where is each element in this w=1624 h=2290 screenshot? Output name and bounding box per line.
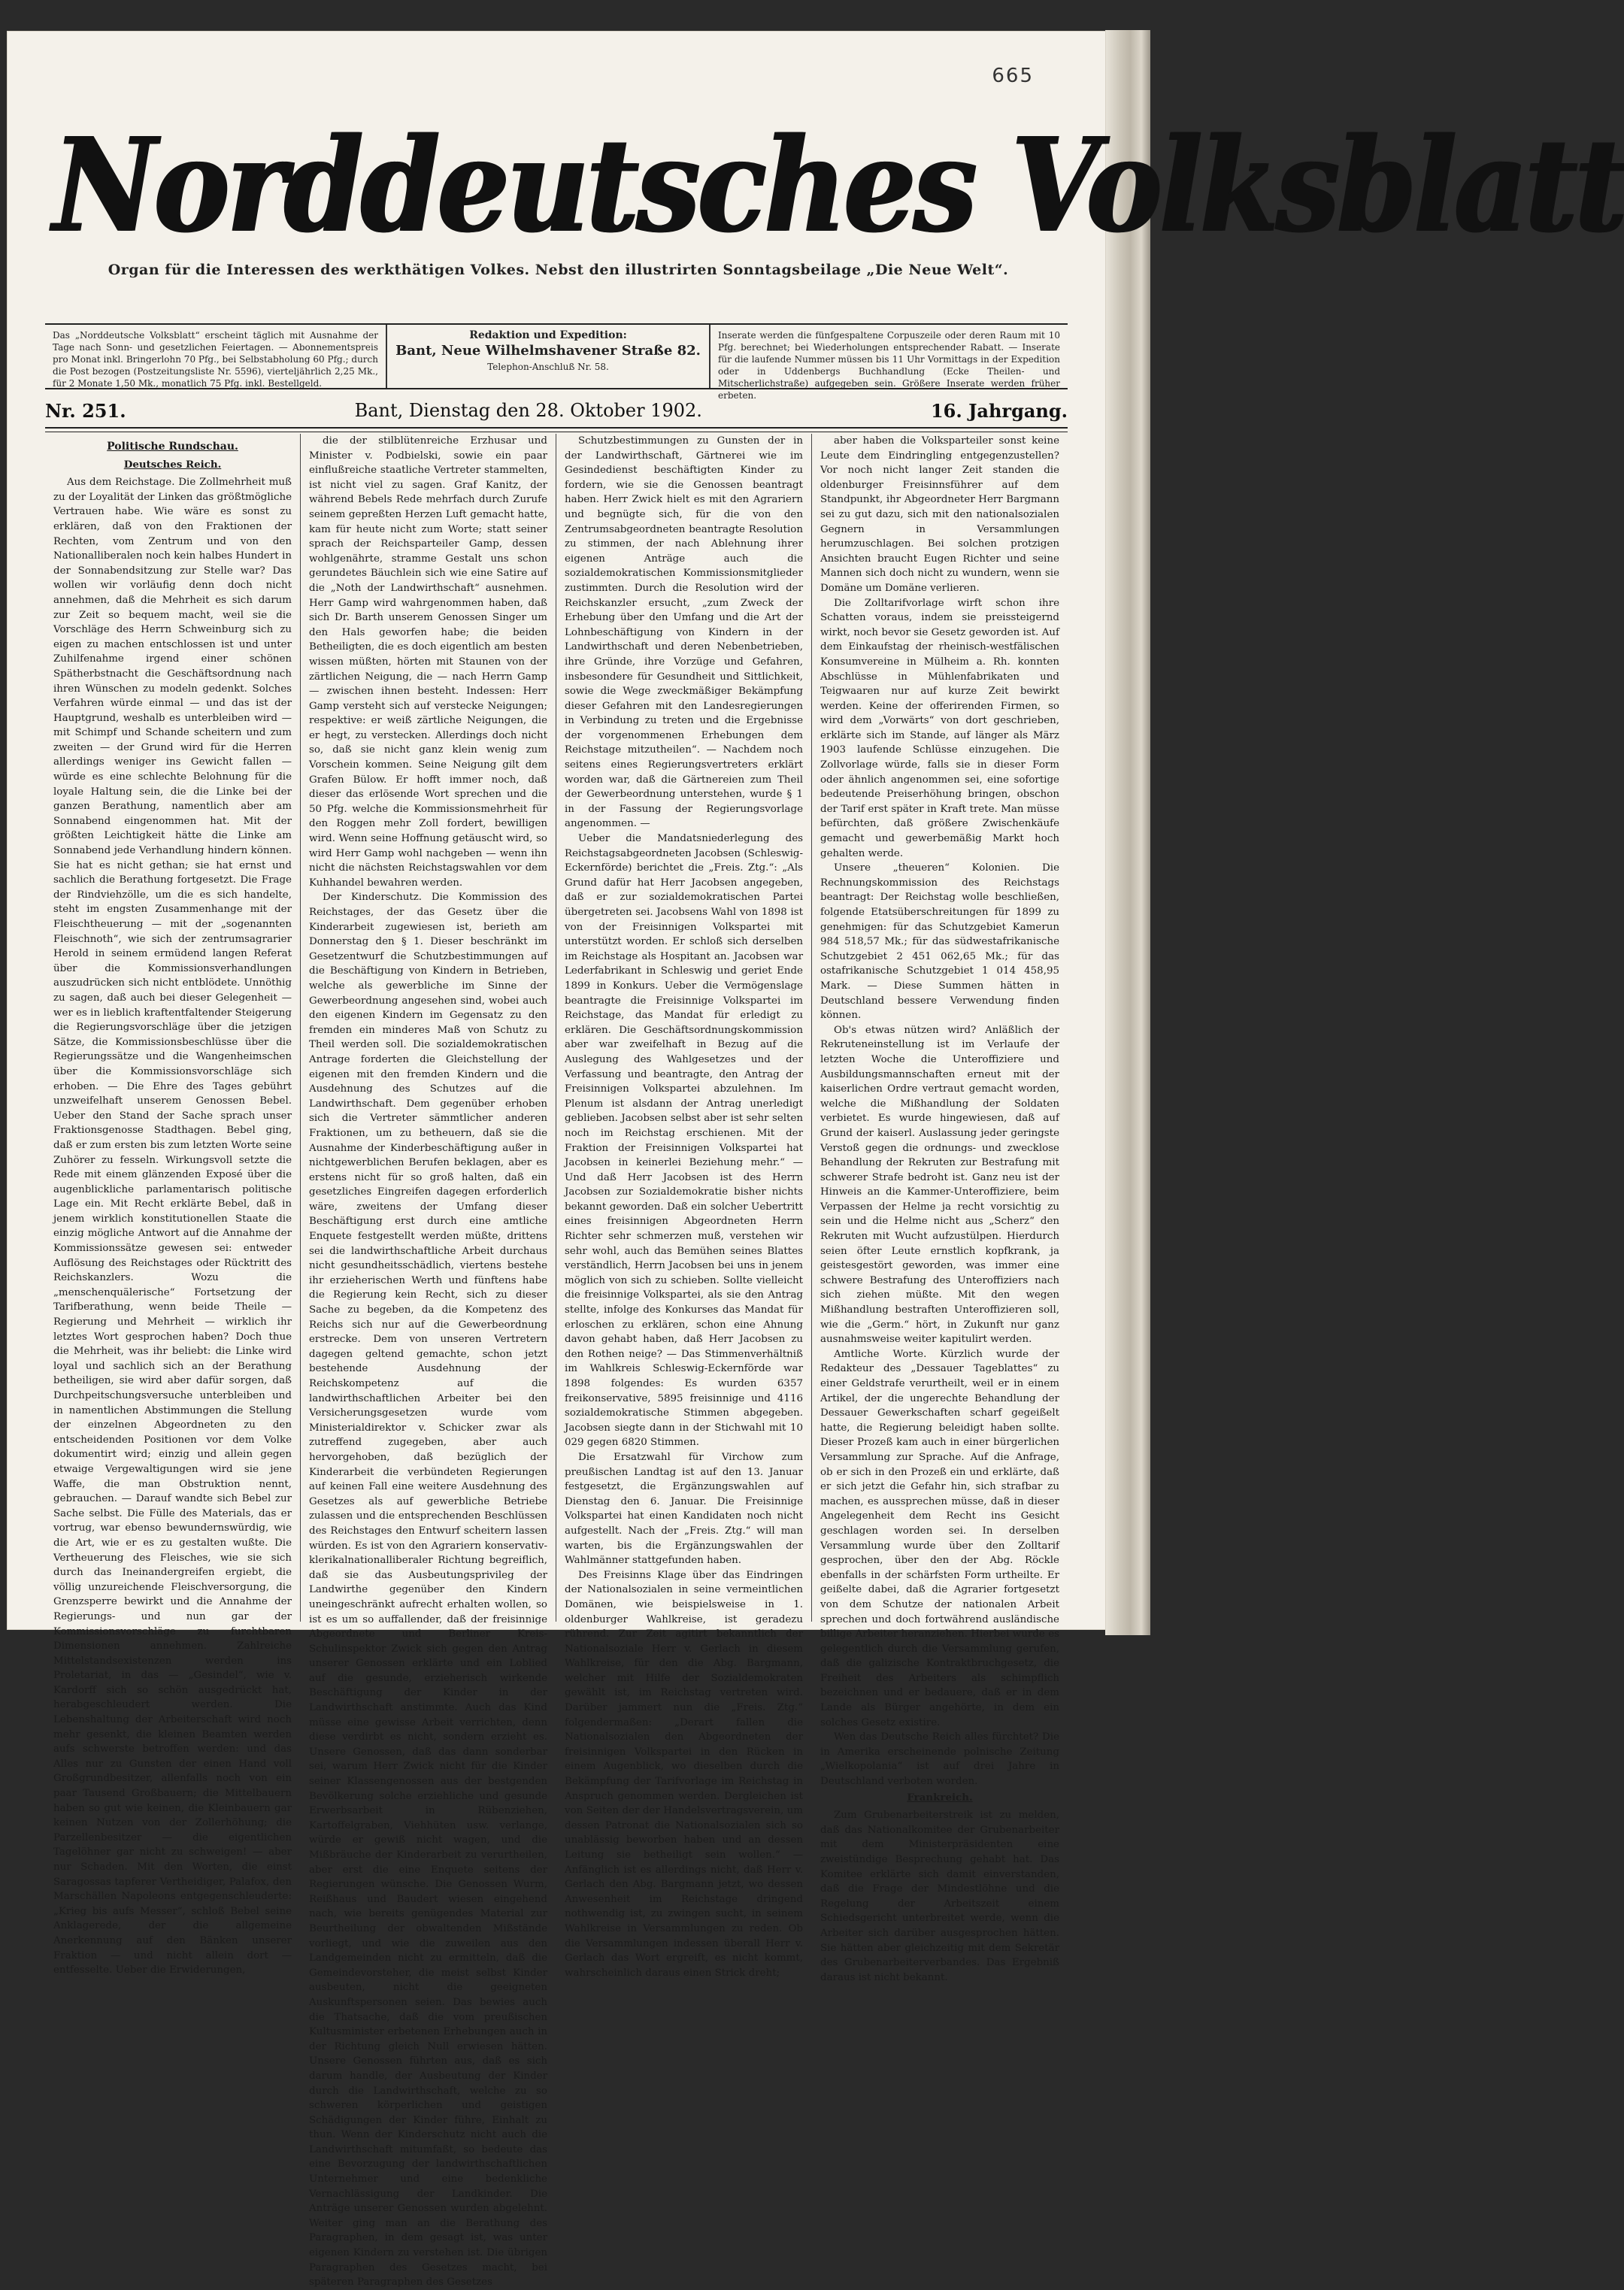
newspaper-page (8, 32, 1624, 2288)
issue-number: Nr. 251. (45, 399, 126, 422)
subscription-info: Das „Norddeutsche Volksblatt“ erscheint täglich mit Ausnahme der Tage nach Sonn- und gesetzlichen Feiertagen. — Abonnementspreis pro Monat inkl. Bringerlohn 70 Pfg., bei Selbstabholung 60 Pfg.; durch die Post bezogen (Postzeitungsliste Nr. 5596), vierteljährlich 2,25 Mk., für 2 Monate 1,50 Mk., monatlich 75 Pfg. inkl. Bestellgeld. (45, 325, 387, 388)
office-address: Bant, Neue Wilhelmshavener Straße 82. (395, 343, 701, 359)
article-paragraph: aber haben die Volksparteiler sonst keine Leute dem Eindringling entgegenzustellen? Vor noch nicht langer Zeit standen die oldenburger Freisinnsführer auf dem Standpunkt, ihr Abgeordneter Herr Bargmann sei zu gut dazu, sich mit den nationalsozialen Gegnern in Versammlungen herumzuschlagen. Bei solchen protzigen Ansichten braucht Eugen Richter und seine Mannen sich doch nicht zu wundern, wenn sie Domäne um Domäne verlieren. (820, 435, 1059, 594)
subsection-heading: Deutsches Reich. (123, 458, 222, 471)
masthead (53, 107, 1624, 295)
article-paragraph: Zum Grubenarbeiterstreik ist zu melden, daß das Nationalkomitee der Grubenarbeiter mit dem Ministerpräsidenten eine zweistündige Besprechung gehabt hat. Das Komitee erklärte sich damit einverstanden, daß die Frage der Mindestlöhne und die Regelung der Arbeitszeit einem Schiedsgericht unterbreitet werde, wenn die Arbeiter sich darüber ausgesprochen hätten. Sie hätten aber gleichzeitig mit dem Sekretär des Grubenarbeiterverbandes. Das Ergebniß daraus ist nicht bekannt. (820, 1810, 1059, 1983)
section-heading: Politische Rundschau. (107, 441, 238, 453)
article-paragraph: Der Kinderschutz. Die Kommission des Reichstages, der das Gesetz über die Kinderarbeit zugewiesen ist, berieth am Donnerstag den § 1. Dieser beschränkt im Gesetzentwurf die Schutzbestimmungen auf die Beschäftigung von Kindern in Betrieben, welche als gewerbliche im Sinne der Gewerbeordnung angesehen sind, wobei auch den eigenen Kindern im Gegensatz zu den fremden ein minderes Maß von Schutz zu Theil werden soll. Die sozialdemokratischen Antrage forderten die Gleichstellung der eigenen mit den fremden Kindern und die Ausdehnung des Schutzes auf die Landwirthschaft. Dem gegenüber erhoben sich die Vertreter sämmtlicher anderen Fraktionen, um zu betheuern, daß sie die Ausnahme der Kinderbeschäftigung außer in nichtgewerblichen Berufen beklagen, aber es erstens nicht für so groß halten, daß ein gesetzliches Eingreifen dagegen erforderlich wäre, zweitens der Umfang dieser Beschäftigung erst durch eine amtliche Enquete festgestellt werden müßte, drittens sei die landwirthschaftliche Arbeit durchaus nicht gesundheitsschädlich, viertens bestehe ihr erzieherischen Werth und fünftens habe die Regierung kein Recht, sich zu dieser Sache zu begeben, da die Kompetenz des Reichs sich nur auf die Gewerbeordnung erstrecke. Dem von unseren Vertretern dagegen geltend gemachte, schon jetzt bestehende Ausdehnung der Reichskompetenz auf die landwirthschaftlichen Arbeiter bei den Versicherungsgesetzen wurde vom Ministerialdirektor v. Schicker zwar als zutreffend zugegeben, aber auch hervorgehoben, daß bezüglich der Kinderarbeit die verbündeten Regierungen auf keinen Fall eine weitere Ausdehnung des Gesetzes als auf gewerbliche Betriebe zulassen und die entsprechenden Beschlüssen des Reichstages den Entwurf scheitern lassen würden. Es ist von den Agrariern konservativ-klerikalnationalliberaler Richtung begreiflich, daß sie das Ausbeutungsprivileg der Landwirthe gegenüber den Kindern uneingeschränkt aufrecht erhalten wollen, so ist es um so auffallender, daß der freisinnige Abgeordnete und Berliner Kreis-Schulinspektor Zwick sich gegen den Antrag unserer Genossen erklärte und ein Loblied auf die gesunde, erzieherisch wirkende Beschäftigung der Kinder in der Landwirthschaft anstimmte. Auch das Kind müsse eine gewisse Arbeit verrichten, denn diese verdirbt es nicht, sondern erzieht es. Unsere Genossen, daß das dann sonderbar sei, warum Herr Zwick nicht für die Kinder seiner Klassengenossen aus der bestgenden Bevölkerung solche erziehliche und gesunde Erwerbsarbeit in Rübenziehen, Kartoffelgraben, Viehhüten usw. verlange, würde er gewiß nicht wagen, und die Mißbräuche der Kinderarbeit zu verurtheilen, aber erst die eine Enquete seitens der Regierungen wünsche. Die Genossen Wurm, Reißhaus und Baudert wiesen eingehend nach, wie bereits genügendes Material zur Beurtheilung der obwaltenden Mißstände vorliegt, und wie die zuweilen aus den Landgemeinden nicht zu ermitteln, daß die Gemeindevorsteher, die meist selbst Kinder ausbeuten, nicht die geeigneten Auskunftspersonen seien. Das bewies auch die Thatsache, daß die vom preußischen Kultusminister erbetenen Erhebungen auch in der Richtung gleich Null erwiesen hätten. Unsere Genossen führten aus, daß es sich darum handle, der Ausbeutung der Kinder durch die Landwirthschaft, welche zu so schweren körperlichen und geistigen Schädigungen der Kinder führe, Einhalt zu thun. Wenn der Kinderschutz nicht auch die Landwirthschaft mitumfaßt, so bedeute das eine Bevorzugung der landwirthschaftlichen Unternehmer und eine bedenkliche Vernachlässigung der Landkinder. Die Anträge unserer Genossen wurden abgelehnt. Weiter ging man an die Berathung des Paragraphen, in dem gesagt ist, was unter eigenen Kindern zu verstehen ist. Die übrigen Paragraphen des Gesetzes macht, bei späteren Paragraphen des Gesetzes (309, 892, 547, 2288)
office-heading: Redaktion und Expedition: (469, 329, 627, 341)
advertising-info: Inserate werden die fünfgespaltene Corpuszeile oder deren Raum mit 10 Pfg. berechnet; bei Wiederholungen entsprechender Rabatt. — Inserate für die laufende Nummer müssen bis 11 Uhr Vormittags in der Expedition oder in Uddenbergs Buchhandlung (Ecke Theilen- und Mitscherlichstraße) aufgegeben sein. Größere Inserate werden früher erbeten. (718, 330, 1060, 401)
info-band (45, 323, 1068, 401)
column-3 (556, 434, 812, 1979)
newspaper-title: Norddeutsches Volksblatt (53, 109, 1624, 262)
header-rule (45, 427, 1068, 432)
newspaper-subtitle: Organ für die Interessen des werkthätigen Volkes. Nebst den illustrirten Sonntagsbeilage „Die Neue Welt“. (108, 262, 1009, 278)
issue-date: Bant, Dienstag den 28. Oktober 1902. (354, 400, 702, 421)
article-paragraph: Amtliche Worte. Kürzlich wurde der Redakteur des „Dessauer Tageblattes“ zu einer Geldstrafe verurtheilt, weil er in einem Artikel, der die ungerechte Behandlung der Dessauer Gewerkschaften scharf gegeißelt hatte, die Regierung beleidigt haben sollte. Dieser Prozeß kam auch in einer bürgerlichen Versammlung zur Sprache. Auf die Anfrage, ob er sich in den Prozeß ein und erklärte, daß er sich jetzt die Gefahr hin, sich strafbar zu machen, es aussprechen müsse, daß in dieser Angelegenheit dem Recht ins Gesicht geschlagen worden sei. In derselben Versammlung wurde über den Zolltarif gesprochen, über den der Abg. Röckle ebenfalls in der schärfsten Form urtheilte. Er geißelte dabei, daß die Agrarier fortgesetzt von dem Schutze der nationalen Arbeit sprechen und doch fortwährend ausländische billige Arbeiter heranziehen. Hierbei wurde es gelegentlich durch die Versammlung gerufen, daß die galizische Kontraktbruchgesetz, die Freiheit des Arbeiters als schimpflich bezeichnen und er bedauere, daß er in dem Lande als Bürger angehörte, in dem ein solches Gesetz existire. (820, 1348, 1059, 1728)
article-paragraph: Ueber die Mandatsniederlegung des Reichstagsabgeordneten Jacobsen (Schleswig-Eckernförde) berichtet die „Freis. Ztg.“: „Als Grund dafür hat Herr Jacobsen angegeben, daß er zur sozialdemokratischen Partei übergetreten sei. Jacobsens Wahl von 1898 ist von der Freisinnigen Volkspartei mit unterstützt worden. Er schloß sich derselben im Reichstage als Hospitant an. Jacobsen war Lederfabrikant in Schleswig und geriet Ende 1899 in Konkurs. Ueber die Vermögenslage beantragte die Freisinnige Volkspartei im Reichstage, das Mandat für erledigt zu erklären. Die Geschäftsordnungskommission aber war zweifelhaft in Bezug auf die Auslegung des Wahlgesetzes und der Verfassung und beantragte, den Antrag der Freisinnigen Volkspartei abzulehnen. Im Plenum ist alsdann der Antrag unerledigt geblieben. Jacobsen selbst aber ist sehr selten noch im Reichstag erschienen. Mit der Fraktion der Freisinnigen Volkspartei hat Jacobsen in keinerlei Beziehung mehr.“ — Und daß Herr Jacobsen ist des Herrn Jacobsen zur Sozialdemokratie bisher nichts bekannt geworden. Daß ein solcher Uebertritt eines freisinnigen Abgeordneten Herrn Richter sehr schmerzen muß, verstehen wir sehr wohl, auch das Bemühen seines Blattes verständlich, Herrn Jacobsen bei uns in jenem möglich von sich zu schieben. Sollte vielleicht die freisinnige Volkspartei, als sie den Antrag stellte, infolge des Konkurses das Mandat für erloschen zu erklären, schon eine Ahnung davon gehabt haben, daß Herr Jacobsen zu den Rothen neige? — Das Stimmenverhältniß im Wahlkreis Schleswig-Eckernförde war 1898 folgendes: Es wurden 6357 freikonservative, 5895 freisinnige und 4116 sozialdemokratische Stimmen abgegeben. Jacobsen siegte dann in der Stichwahl mit 10 029 gegen 6820 Stimmen. (565, 833, 803, 1449)
article-columns (45, 434, 1068, 2288)
column-2 (301, 434, 556, 2288)
article-paragraph: Wen das Deutsche Reich alles fürchtet? Die in Amerika erscheinende polnische Zeitung „Wielkopolania“ ist auf drei Jahre in Deutschland verboten worden. (820, 1731, 1059, 1788)
page-number: 665 (992, 65, 1034, 87)
article-paragraph: Schutzbestimmungen zu Gunsten der in der Landwirthschaft, Gärtnerei wie im Gesindedienst beschäftigten Kinder zu fordern, wie sie die Genossen beantragt haben. Herr Zwick hielt es mit den Agrariern und begnügte sich, für die von den Zentrumsabgeordneten beantragte Resolution zu stimmen, der nach Ablehnung ihrer eigenen Anträge auch die sozialdemokratischen Kommissionsmitglieder zustimmten. Durch die Resolution wird der Reichskanzler ersucht, „zum Zweck der Erhebung über den Umfang und die Art der Lohnbeschäftigung von Kindern in der Landwirthschaft und deren Nebenbetrieben, ihre Gründe, ihre Vorzüge und Gefahren, insbesondere für Gesundheit und Sittlichkeit, sowie die Wege zweckmäßiger Bekämpfung dieser Gefahren mit den Landesregierungen in Verbindung zu treten und die Ergebnisse der vorgenommenen Erhebungen dem Reichstage mitzutheilen“. — Nachdem noch seitens eines Regierungsvertreters erklärt worden war, daß die Gärtnereien zum Theil der Gewerbeordnung unterstehen, wurde § 1 in der Fassung der Regierungsvorlage angenommen. — (565, 435, 803, 830)
article-paragraph: Aus dem Reichstage. Die Zollmehrheit muß zu der Loyalität der Linken das größtmögliche Vertrauen habe. Wie wäre es sonst zu erklären, daß von den Fraktionen der Rechten, vom Zentrum und von den Nationalliberalen noch kein halbes Hundert in der Sonnabendsitzung zur Stelle war? Das wollen wir vorläufig denn doch nicht annehmen, daß die Mehrheit es sich darum zur Zeit so bequem macht, weil sie die Vorschläge des Herrn Schweinburg sich zu eigen zu machen entschlossen ist und unter Zuhilfenahme irgend einer schönen Spätherbstnacht die Geschäftsordnung nach ihren Wünschen zu modeln gedenkt. Solches Verfahren würde einmal — und das ist der Hauptgrund, weshalb es unterbleiben wird — mit Schimpf und Schande scheitern und zum zweiten — der Grund wird für die Herren allerdings weniger ins Gewicht fallen — würde es eine schlechte Belohnung für die loyale Haltung sein, die die Linke bei der ganzen Berathung, namentlich aber am Sonnabend eingenommen hat. Mit der größten Leichtigkeit hätte die Linke am Sonnabend jede Verhandlung hindern können. Sie hat es nicht gethan; sie hat ernst und sachlich die Berathung fortgesetzt. Die Frage der Rindviehzölle, um die es sich handelte, steht im engsten Zusammenhange mit der Fleischtheuerung — mit der „sogenannten Fleischnoth“, wie sich der zentrumsagrarier Herold in seinem ermüdend langen Referat über die Kommissionsverhandlungen auszudrücken sich nicht entblödete. Unnöthig zu sagen, daß auch bei dieser Gelegenheit — wer es in lieblich kraftentfaltender Steigerung die Regierungsvorschläge über die jetzigen Sätze, die Kommissionsbeschlüsse über die Regierungssätze und die Wangenheimschen über die Kommissionsvorschläge sich erhoben. — Die Ehre des Tages gebührt unzweifelhaft unserem Genossen Bebel. Ueber den Stand der Sache sprach unser Fraktionsgenosse Stadthagen. Bebel ging, daß er zum ersten bis zum letzten Worte seine Zuhörer zu fesseln. Wirkungsvoll setzte die Rede mit einem glänzenden Exposé über die augenblickliche parlamentarisch politische Lage ein. Mit Recht erklärte Bebel, daß in jenem wirklich konstitutionellen Staate die einzig mögliche Antwort auf die Annahme der Kommissionssätze gewesen sei: entweder Auflösung des Reichstages oder Rücktritt des Reichskanzlers. Wozu die „menschenquälerische“ Fortsetzung der Tarifberathung, wenn beide Theile — Regierung und Mehrheit — wirklich ihr letztes Wort gesprochen haben? Doch thue die Mehrheit, was ihr beliebt: die Linke wird loyal und sachlich sich an der Berathung betheiligen, sie wird aber dafür sorgen, daß Durchpeitschungsversuche unterbleiben und in namentlichen Abstimmungen die Stellung der einzelnen Abgeordneten zu den entscheidenden Positionen vor dem Volke dokumentirt wird; einzig und allein gegen etwaige Vergewaltigungen wird sie jene Waffe, die man Obstruktion nennt, gebrauchen. — Darauf wandte sich Bebel zur Sache selbst. Die Fülle des Materials, das er vortrug, war ebenso bewundernswürdig, wie die Art, wie er es zu gestalten wußte. Die Vertheuerung des Fleisches, wie sie sich durch das Ineinandergreifen ergiebt, die völlig unzureichende Fleischversorgung, die Grenzsperre bewirkt und die Annahme der Regierungs- und nun gar der Kommissionsvorschläge zu furchtbaren Dimensionen annehmen. Zahlreiche Mittelstandsexistenzen werden ins Proletariat, in das — „Gesindel“, wie v. Kardorff sich so schön ausgedrückt hat, herabgeschleudert werden. Die Lebenshaltung der Arbeiterschaft wird noch mehr gesenkt, die kleinen Beamten werden aufs schwerste betroffen werden: und das Alles nur zu Gunsten der einen Hand voll Großgrundbesitzer, allenfalls noch von ein paar Tausend Großbauern; die Mittelbauern haben so gut wie keinen, die Kleinbauern gar keinen Nutzen von der Zollerhöhung; die Parzellenbesitzer — die eigentlichen Tagelöhner gar nicht zu schweigen! — aber nur Schaden. Mit den Worten, die einst Saragossas tapferer Vertheidiger, Palafox, den Marschällen Napoleons entgegenschleuderte: „Krieg bis aufs Messer“, schloß Bebel seine Anklagerede, der die allgemeine Anerkennung auf den Bänken unserer Fraktion — und nicht allein dort — entfesselte. Ueber die Erwiderungen, (53, 477, 292, 1976)
subsection-heading: Frankreich. (907, 1791, 973, 1804)
article-paragraph: Unsere „theueren“ Kolonien. Die Rechnungskommission des Reichstags beantragt: Der Reichstag wolle beschließen, folgende Etatsüberschreitungen für 1899 zu genehmigen: für das Schutzgebiet Kamerun 984 518,57 Mk.; für das südwestafrikanische Schutzgebiet 2 451 062,65 Mk.; für das ostafrikanische Schutzgebiet 1 014 458,95 Mark. — Diese Summen hätten in Deutschland bessere Verwendung finden können. (820, 862, 1059, 1022)
column-1 (45, 434, 301, 1976)
article-paragraph: Die Zolltarifvorlage wirft schon ihre Schatten voraus, indem sie preissteigernd wirkt, noch bevor sie Gesetz geworden ist. Auf dem Einkaufstag der rheinisch-westfälischen Konsumvereine in Mülheim a. Rh. konnten Abschlüsse in Mühlenfabrikaten und Teigwaaren nur auf kurze Zeit bewirkt werden. Keine der offerirenden Firmen, so wird dem „Vorwärts“ von dort geschrieben, erklärte sich im Stande, auf länger als März 1903 laufende Schlüsse einzugehen. Die Zollvorlage würde, falls sie in dieser Form oder ähnlich angenommen sei, eine sofortige bedeutende Preiserhöhung bringen, obschon der Tarif erst später in Kraft trete. Man müsse befürchten, daß größere Zwischenkäufe gemacht und gewerbemäßig Markt hoch gehalten werde. (820, 597, 1059, 859)
article-paragraph: Ob's etwas nützen wird? Anläßlich der Rekruteneinstellung ist im Verlaufe der letzten Woche die Unteroffiziere und Ausbildungsmannschaften erneut mit der kaiserlichen Ordre vertraut gemacht worden, welche die Mißhandlung der Soldaten verbietet. Es wurde hingewiesen, daß auf Grund der kaiserl. Auslassung jeder geringste Verstoß gegen die ordnungs- und zwecklose Behandlung der Rekruten zur Bestrafung mit schwerer Strafe bedroht ist. Ganz neu ist der Hinweis an die Kammer-Unteroffiziere, beim Verpassen der Helme ja recht vorsichtig zu sein und die Helme nicht aus „Scherz“ den Rekruten mit Wucht aufzustülpen. Hierdurch seien öfter Leute ernstlich kopfkrank, ja geistesgestört geworden, was immer eine schwere Bestrafung des Unteroffiziers nach sich ziehen müßte. Mit den wegen Mißhandlung bestraften Unteroffizieren soll, wie die „Germ.“ hört, in Zukunft nur ganz ausnahmsweise weiter kapitulirt werden. (820, 1024, 1059, 1346)
issue-line (45, 395, 1068, 426)
column-4 (812, 434, 1068, 1983)
article-paragraph: die der stilblütenreiche Erzhusar und Minister v. Podbielski, sowie ein paar einflußreiche staatliche Vertreter stammelten, ist nicht viel zu sagen. Graf Kanitz, der während Bebels Rede mehrfach durch Zurufe seinem gepreßten Herzen Luft gemacht hatte, kam für heute nicht zum Worte; statt seiner sprach der Reichsparteiler Gamp, dessen wohlgenährte, stramme Gestalt uns schon gerundetes Bäuchlein sich wie eine Satire auf die „Noth der Landwirthschaft“ ausnehmen. Herr Gamp wird wahrgenommen haben, daß sich Dr. Barth unserem Genossen Singer um den Hals geworfen habe; die beiden Betheiligten, die es doch eigentlich am besten wissen müßten, hörten mit Staunen von der zärtlichen Neigung, die — nach Herrn Gamp — zwischen ihnen besteht. Indessen: Herr Gamp versteht sich auf verstecke Neigungen; respektive: er weiß zärtliche Neigungen, die er hegt, zu verstecken. Allerdings doch nicht so, daß sie nicht ganz klein wenig zum Vorschein kommen. Seine Neigung gilt dem Grafen Bülow. Er hofft immer noch, daß dieser das erlösende Wort sprechen und die 50 Pfg. welche die Kommissionsmehrheit für den Roggen mehr Zoll fordert, bewilligen wird. Wenn seine Hoffnung getäuscht wird, so wird Herr Gamp wohl nachgeben — wenn ihn nicht die nächsten Reichstagswahlen vor dem Kuhhandel bewahren werden. (309, 435, 547, 889)
office-phone: Telephon-Anschluß Nr. 58. (487, 362, 609, 372)
article-paragraph: Die Ersatzwahl für Virchow zum preußischen Landtag ist auf den 13. Januar festgesetzt, die Ergänzungswahlen auf Dienstag den 6. Januar. Die Freisinnige Volkspartei hat einen Kandidaten noch nicht aufgestellt. Nach der „Freis. Ztg.“ will man warten, bis die Ergänzungswahlen der Wahlmänner stattgefunden haben. (565, 1451, 803, 1567)
issue-year: 16. Jahrgang. (930, 399, 1068, 422)
editorial-office (387, 325, 710, 388)
article-paragraph: Des Freisinns Klage über das Eindringen der Nationalsozialen in seine vermeintlichen Domänen, wie beispielsweise in 1. oldenburger Wahlkreise, ist geradezu rührend. Zur Zeit agitirt bekanntlich der Nationalsoziale Herr v. Gerlach in diesem Wahlkreise, für den die Abg. Bargmann, welcher mit Hilfe der Sozialdemokraten gewählt ist, im Reichstag vertreten wird. Darüber jammert nun die „Freis. Ztg.“ folgendermaßen: „Derart fallen die Nationalsozialen den Abgeordneten der freisinnigen Volkspartei in den Rücken in einem Augenblick, wo dieselben durch die Bekämpfung der Tarifvorlage im Reichstag in Anspruch genommen werden. Dergleichen ist von Seiten der der Handelsvertragsverein, um dessen Patronat die Nationalsozialen sich so unablässig beworben haben und an dessen Leitung sie betheiligt sein wollen.“ — Anfänglich ist es allerdings nicht, daß Herr v. Gerlach den Abg. Bargmann jetzt, wo dessen Anwesenheit im Reichstage dringend nothwendig ist, zu zwingen sucht, in seinem Wahlkreise in Versammlungen zu reden. Ob die Versammlungen indessen überall Herr v. Gerlach das Wort ergreift, es nicht kommt, wahrscheinlich daraus einen Strick dreht; (565, 1569, 803, 1979)
